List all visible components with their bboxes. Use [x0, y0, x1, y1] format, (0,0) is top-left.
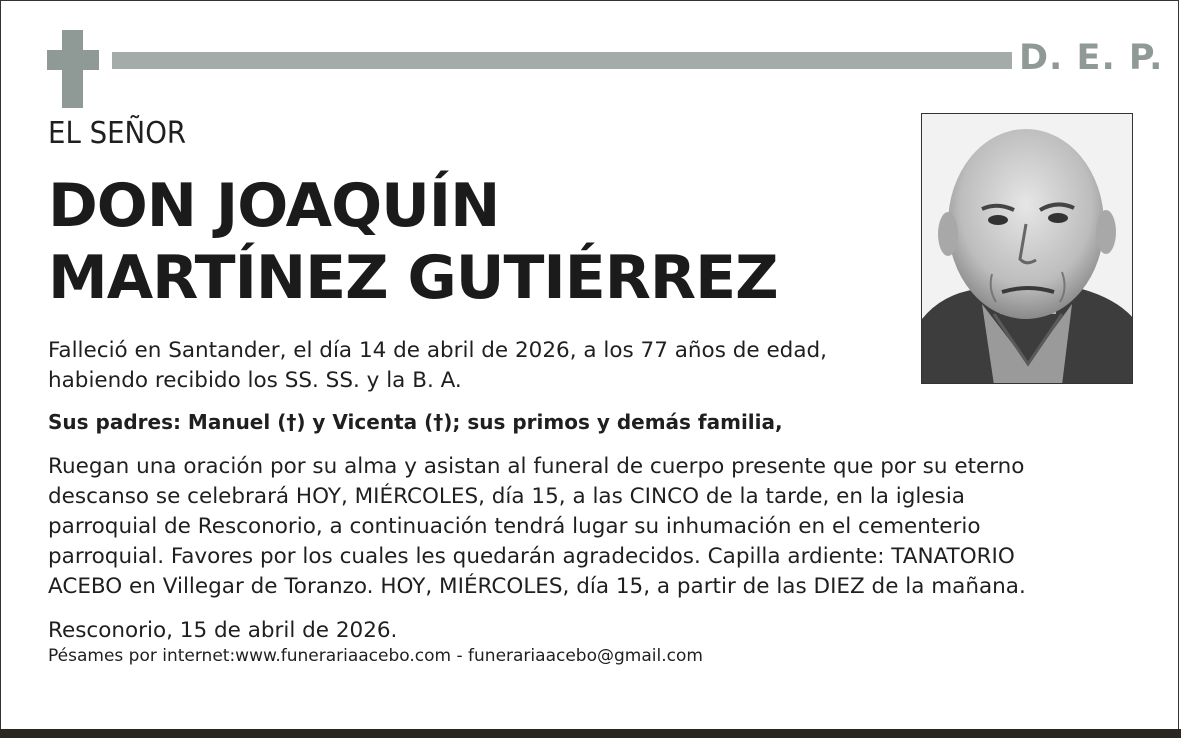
request-line-5: ACEBO en Villegar de Toranzo. HOY, MIÉRCOLES, día 15, a partir de las DIEZ de la mañana.	[48, 574, 1026, 599]
portrait-image	[922, 114, 1133, 384]
funeral-request	[48, 452, 1148, 602]
request-line-3: parroquial de Resconorio, a continuación tendrá lugar su inhumación en el cementerio	[48, 514, 981, 539]
death-details	[48, 336, 908, 396]
death-line-2: habiendo recibido los SS. SS. y la B. A.	[48, 368, 462, 393]
request-line-2: descanso se celebrará HOY, MIÉRCOLES, día 15, a las CINCO de la tarde, en la iglesia	[48, 484, 965, 509]
death-line-1: Falleció en Santander, el día 14 de abril de 2026, a los 77 años de edad,	[48, 338, 827, 363]
deceased-name	[48, 170, 778, 314]
title-prefix: EL SEÑOR	[48, 116, 187, 151]
condolences-line: Pésames por internet:www.funerariaacebo.com - funerariaacebo@gmail.com	[48, 646, 703, 666]
request-line-1: Ruegan una oración por su alma y asistan al funeral de cuerpo presente que por su eterno	[48, 454, 1025, 479]
name-line-2: MARTÍNEZ GUTIÉRREZ	[48, 243, 778, 313]
family-line: Sus padres: Manuel (†) y Vicenta (†); sus primos y demás familia,	[48, 410, 783, 434]
place-date: Resconorio, 15 de abril de 2026.	[48, 618, 398, 643]
dep-label: D. E. P.	[1019, 38, 1164, 78]
name-line-1: DON JOAQUÍN	[48, 171, 500, 241]
cross-icon-bar	[47, 50, 99, 70]
request-line-4: parroquial. Favores por los cuales les quedarán agradecidos. Capilla ardiente: TANATORIO	[48, 544, 1015, 569]
portrait-photo	[921, 113, 1133, 384]
header-rule	[112, 52, 1012, 69]
bottom-bar	[0, 729, 1181, 738]
